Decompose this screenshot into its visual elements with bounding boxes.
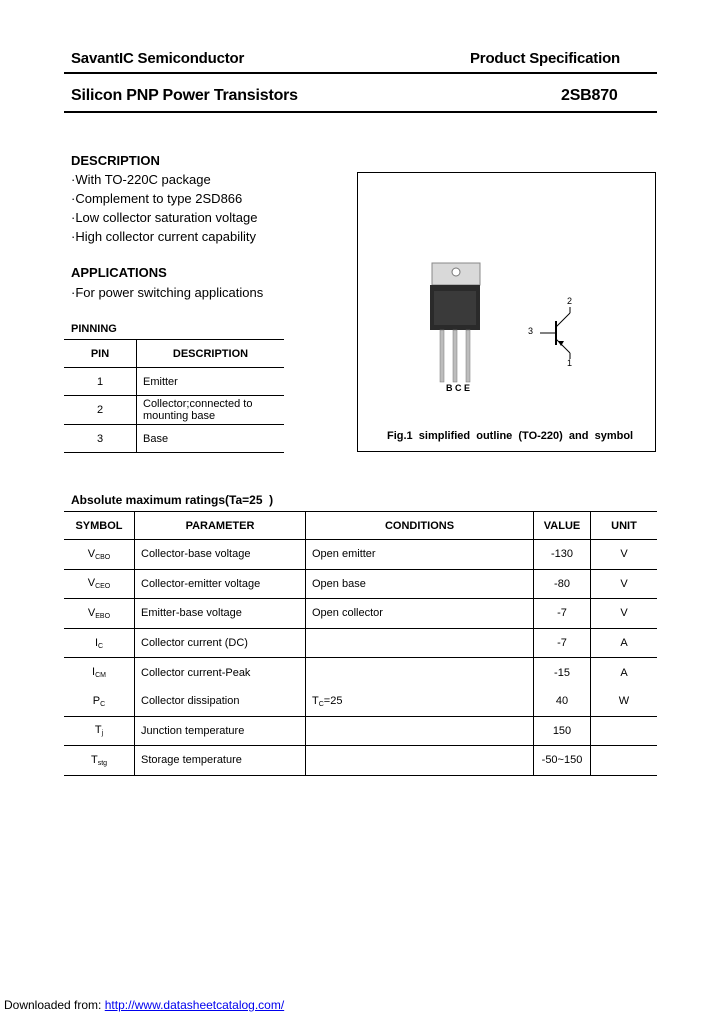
pin-description: Emitter [137, 368, 285, 396]
rating-condition: Open emitter [306, 540, 534, 570]
parameter-column-header: PARAMETER [135, 512, 306, 540]
rating-condition: Open base [306, 569, 534, 599]
unit-column-header: UNIT [591, 512, 658, 540]
package-pin-labels: B C E [446, 383, 471, 393]
rating-symbol: $I_C$ [64, 628, 135, 658]
figure-caption: Fig.1 simplified outline (TO-220) and symbol [387, 430, 634, 442]
package-outline-image [358, 173, 655, 451]
ratings-heading: Absolute maximum ratings(Ta=25 ) [71, 493, 274, 507]
rating-parameter: Emitter-base voltage [135, 599, 306, 629]
rating-condition [306, 628, 534, 658]
rating-unit: A [591, 628, 658, 658]
table-row [64, 687, 657, 716]
rating-condition [306, 658, 534, 687]
pinning-header-row [64, 340, 284, 368]
rating-condition: $T_C=25$ [306, 687, 534, 716]
symbol-pin-collector: 2 [567, 296, 573, 306]
description-item: ·Complement to type 2SD866 [71, 191, 243, 206]
description-list [71, 170, 257, 246]
rating-unit: V [591, 540, 658, 570]
rating-unit: W [591, 687, 658, 716]
pin-number: 3 [64, 425, 137, 453]
rating-condition [306, 716, 534, 746]
pin-description: Collector;connected to mounting base [137, 396, 285, 425]
doc-title: Silicon PNP Power Transistors [71, 87, 298, 104]
description-column-header: DESCRIPTION [137, 340, 285, 368]
table-row [64, 746, 657, 776]
rating-value: -80 [534, 569, 591, 599]
applications-heading: APPLICATIONS [71, 265, 167, 280]
rating-parameter: Collector dissipation [135, 687, 306, 716]
doc-type: Product Specification [470, 50, 620, 67]
header-rule-bottom [64, 111, 657, 113]
rating-value: -50~150 [534, 746, 591, 776]
rating-symbol: $T_{stg}$ [64, 746, 135, 776]
rating-unit: A [591, 658, 658, 687]
table-row [64, 658, 657, 687]
rating-unit: V [591, 599, 658, 629]
rating-parameter: Collector current (DC) [135, 628, 306, 658]
table-row [64, 569, 657, 599]
rating-unit [591, 746, 658, 776]
ratings-table [64, 511, 657, 776]
description-item: ·High collector current capability [71, 229, 256, 244]
footer-link[interactable]: http://www.datasheetcatalog.com/ [104, 998, 285, 1012]
rating-value: -7 [534, 628, 591, 658]
rating-unit [591, 716, 658, 746]
figure-box [357, 172, 656, 452]
rating-parameter: Collector current-Peak [135, 658, 306, 687]
company-name: SavantIC Semiconductor [71, 50, 245, 67]
ratings-header-row [64, 512, 657, 540]
rating-condition [306, 746, 534, 776]
pinning-table [64, 339, 284, 453]
symbol-pin-base: 3 [528, 326, 534, 336]
symbol-column-header: SYMBOL [64, 512, 135, 540]
table-row [64, 396, 284, 425]
symbol-pin-emitter: 1 [567, 358, 573, 368]
table-row [64, 628, 657, 658]
rating-symbol: $V_{CEO}$ [64, 569, 135, 599]
rating-parameter: Storage temperature [135, 746, 306, 776]
table-row [64, 540, 657, 570]
description-item: ·With TO-220C package [71, 172, 211, 187]
rating-symbol: $V_{EBO}$ [64, 599, 135, 629]
rating-value: -130 [534, 540, 591, 570]
rating-symbol: $I_{CM}$ [64, 658, 135, 687]
pin-description: Base [137, 425, 285, 453]
rating-value: 150 [534, 716, 591, 746]
table-row [64, 368, 284, 396]
rating-value: -7 [534, 599, 591, 629]
pin-number: 1 [64, 368, 137, 396]
rating-value: -15 [534, 658, 591, 687]
value-column-header: VALUE [534, 512, 591, 540]
footer [4, 998, 284, 1012]
rating-parameter: Collector-emitter voltage [135, 569, 306, 599]
rating-unit: V [591, 569, 658, 599]
rating-parameter: Junction temperature [135, 716, 306, 746]
header-rule-top [64, 72, 657, 74]
rating-parameter: Collector-base voltage [135, 540, 306, 570]
table-row [64, 716, 657, 746]
rating-symbol: $P_C$ [64, 687, 135, 716]
rating-symbol: $V_{CBO}$ [64, 540, 135, 570]
table-row [64, 599, 657, 629]
table-row [64, 425, 284, 453]
applications-item: ·For power switching applications [71, 285, 264, 300]
pin-number: 2 [64, 396, 137, 425]
pin-column-header: PIN [64, 340, 137, 368]
rating-condition: Open collector [306, 599, 534, 629]
rating-symbol: $T_j$ [64, 716, 135, 746]
pinning-heading: PINNING [71, 323, 117, 335]
description-item: ·Low collector saturation voltage [71, 210, 258, 225]
part-number: 2SB870 [561, 87, 618, 104]
rating-value: 40 [534, 687, 591, 716]
footer-prefix: Downloaded from: [4, 998, 102, 1012]
conditions-column-header: CONDITIONS [306, 512, 534, 540]
description-heading: DESCRIPTION [71, 153, 160, 168]
